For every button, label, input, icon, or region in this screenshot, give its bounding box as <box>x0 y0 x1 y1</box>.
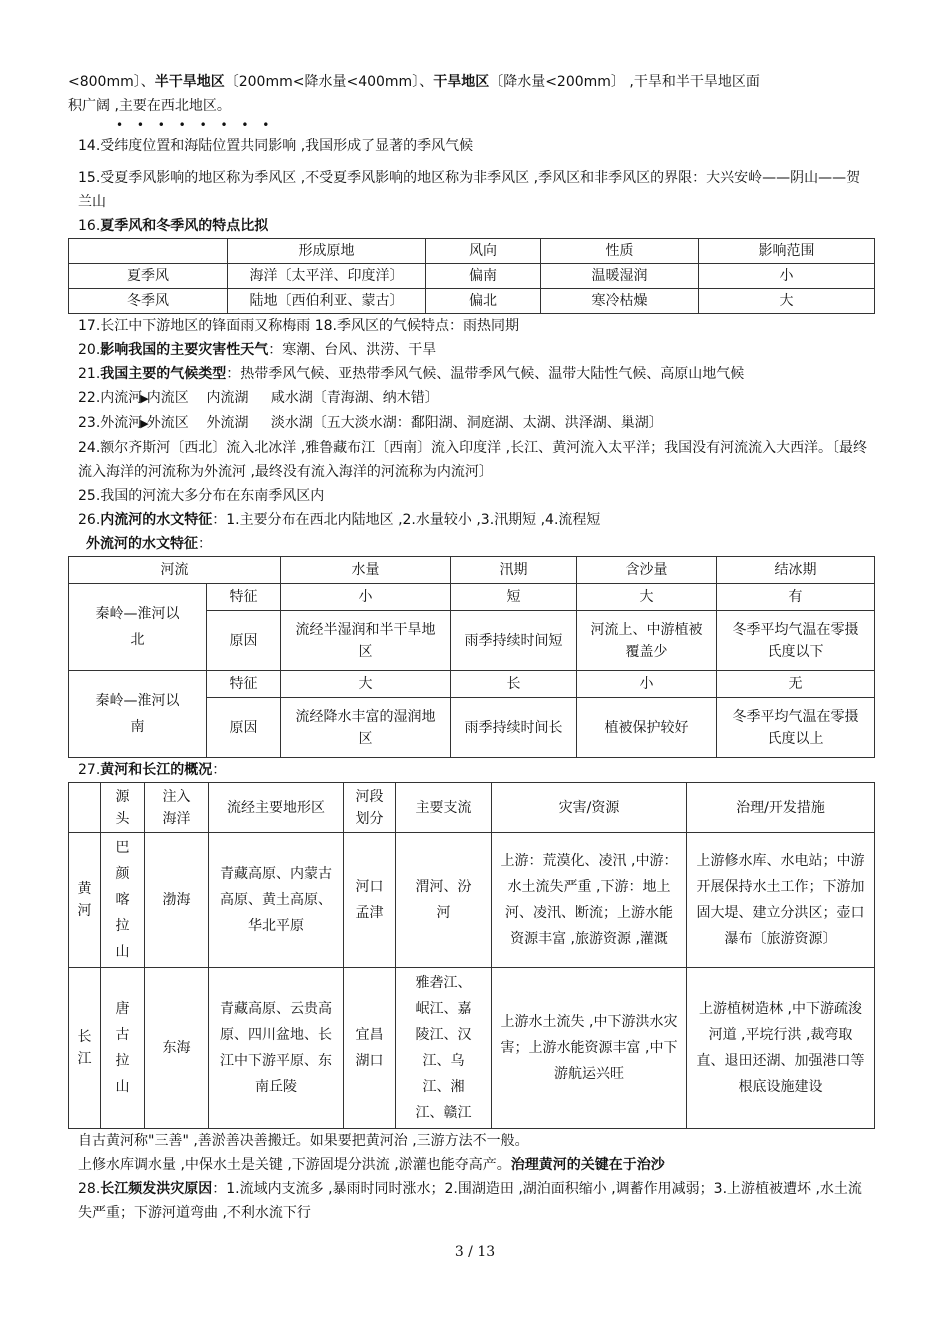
item-21 <box>68 362 874 386</box>
table-cell: 植被保护较好 <box>577 698 717 758</box>
table-cell: 大 <box>699 289 875 314</box>
table-header-row <box>69 783 875 833</box>
yellow-yangtze-table <box>68 782 875 1129</box>
page-number: 3 / 13 <box>454 1244 496 1260</box>
table-row <box>69 968 875 1129</box>
table-row <box>69 289 875 314</box>
table-header: 灾害/资源 <box>492 783 687 833</box>
table-cell: 冬季平均气温在零摄氏度以下 <box>717 611 875 671</box>
item-number: 26. <box>78 512 101 528</box>
table-cell: 原因 <box>207 611 281 671</box>
table-cell: 流经半湿润和半干旱地区 <box>281 611 451 671</box>
item-text: 内流湖 <box>206 390 249 406</box>
item-number: 27. <box>78 762 101 778</box>
item-24: 24.额尔齐斯河〔西北〕流入北冰洋 ,雅鲁藏布江〔西南〕流入印度洋 ,长江、黄河流入太平洋；我国没有河流流入大西洋。〔最终流入海洋的河流称为外流河 ,最终没有流入海洋的河流称为内流河〕 <box>78 440 868 480</box>
item-text: 咸水湖〔青海湖、纳木错〕 <box>270 390 439 406</box>
table-cell: 青藏高原、内蒙古高原、黄土高原、华北平原 <box>209 833 344 968</box>
item-title: 内流河的水文特征 <box>100 512 213 528</box>
table-header: 形成原地 <box>228 239 426 264</box>
text: 上修水库调水量 ,中保水土是关键 ,下游固堤分洪流 ,淤灌也能夺高产。 <box>78 1157 511 1173</box>
item-text: 外流区 <box>146 415 189 431</box>
table-header: 汛期 <box>451 557 577 584</box>
table-cell: 特征 <box>207 584 281 611</box>
text: <800mm〕、 <box>68 74 155 90</box>
table-cell: 大 <box>577 584 717 611</box>
table-cell: 上游植树造林 ,中下游疏浚河道 ,平垸行洪 ,裁弯取直、退田还湖、加强港口等根底设施建设 <box>687 968 875 1129</box>
table-cell: 无 <box>717 671 875 698</box>
table-header: 流经主要地形区 <box>209 783 344 833</box>
arrow-icon: ▶ <box>140 392 149 405</box>
term-arid: 干旱地区 <box>433 74 490 90</box>
text: ： <box>198 536 212 552</box>
table-cell: 流经降水丰富的湿润地区 <box>281 698 451 758</box>
table-cell: 有 <box>717 584 875 611</box>
emphasis-dots: • • • • • • • • <box>116 118 275 132</box>
table-cell: 海洋〔太平洋、印度洋〕 <box>228 264 426 289</box>
poem-line-2 <box>68 1153 874 1177</box>
table-cell: 长 <box>451 671 577 698</box>
table-row <box>69 671 875 698</box>
item-text: 22.内流河 <box>78 390 143 406</box>
table-cell: 上游：荒漠化、凌汛 ,中游：水土流失严重 ,下游：地上河、凌汛、断流；上游水能资源丰富 ,旅游资源 ,灌溉 <box>492 833 687 968</box>
table-header: 水量 <box>281 557 451 584</box>
table-cell: 偏北 <box>426 289 541 314</box>
item-title: 我国主要的气候类型 <box>100 366 227 382</box>
item-title: 夏季风和冬季风的特点比拟 <box>100 218 269 234</box>
table-header: 注入海洋 <box>145 783 209 833</box>
table-cell: 东海 <box>145 968 209 1129</box>
table-cell: 原因 <box>207 698 281 758</box>
text: 〔降水量<200mm〕 ,干旱和半干旱地区面 <box>489 74 760 90</box>
term-semiarid: 半干旱地区 <box>154 74 225 90</box>
table-header: 主要支流 <box>396 783 492 833</box>
section-title: 外流河的水文特征 <box>86 536 198 552</box>
table-cell: 夏季风 <box>69 264 228 289</box>
table-cell: 巴颜喀拉山 <box>101 833 145 968</box>
item-text: 23.外流河 <box>78 415 143 431</box>
item-23 <box>68 411 874 436</box>
table-cell: 小 <box>281 584 451 611</box>
river-name-cell: 长江 <box>69 968 101 1129</box>
table-cell: 短 <box>451 584 577 611</box>
table-cell: 特征 <box>207 671 281 698</box>
region-cell: 秦岭—淮河以南 <box>69 671 207 758</box>
table-header: 河段划分 <box>344 783 396 833</box>
river-hydrology-table <box>68 556 875 758</box>
table-cell: 大 <box>281 671 451 698</box>
table-header-row <box>69 557 875 584</box>
item-14: 14.受纬度位置和海陆位置共同影响 ,我国形成了显著的季风气候 <box>78 138 474 154</box>
item-title: 影响我国的主要灾害性天气 <box>100 342 269 358</box>
table-header: 河流 <box>69 557 281 584</box>
table-cell: 上游水土流失 ,中下游洪水灾害；上游水能资源丰富 ,中下游航运兴旺 <box>492 968 687 1129</box>
table-header: 治理/开发措施 <box>687 783 875 833</box>
item-17-18: 17.长江中下游地区的锋面雨又称梅雨 18.季风区的气候特点：雨热同期 <box>78 318 519 334</box>
text: 〔200mm<降水量<400mm〕、 <box>224 74 434 90</box>
table-header: 风向 <box>426 239 541 264</box>
table-cell: 冬季风 <box>69 289 228 314</box>
table-header <box>69 783 101 833</box>
item-22 <box>68 386 874 411</box>
item-27 <box>68 758 874 782</box>
item-text: ：1.主要分布在西北内陆地区 ,2.水量较小 ,3.汛期短 ,4.流程短 <box>212 512 601 528</box>
item-15: 15.受夏季风影响的地区称为季风区 ,不受夏季风影响的地区称为非季风区 ,季风区和非季风区的界限：大兴安岭——阴山——贺兰山 <box>78 170 861 210</box>
table-header: 含沙量 <box>577 557 717 584</box>
table-cell: 冬季平均气温在零摄氏度以上 <box>717 698 875 758</box>
table-header-row <box>69 239 875 264</box>
monsoon-table <box>68 238 875 314</box>
item-number: 16. <box>78 218 101 234</box>
table-cell: 陆地〔西伯利亚、蒙古〕 <box>228 289 426 314</box>
item-text: ：热带季风气候、亚热带季风气候、温带季风气候、温带大陆性气候、高原山地气候 <box>226 366 745 382</box>
arrow-icon: ▶ <box>140 417 149 430</box>
table-cell: 渭河、汾河 <box>396 833 492 968</box>
table-cell: 宜昌湖口 <box>344 968 396 1129</box>
table-header: 源头 <box>101 783 145 833</box>
item-title: 长江频发洪灾原因 <box>100 1181 213 1197</box>
table-cell: 偏南 <box>426 264 541 289</box>
item-28 <box>68 1177 874 1225</box>
table-row <box>69 584 875 611</box>
table-cell: 渤海 <box>145 833 209 968</box>
item-16 <box>68 214 874 238</box>
table-header: 结冰期 <box>717 557 875 584</box>
table-cell: 温暖湿润 <box>541 264 699 289</box>
region-cell: 秦岭—淮河以北 <box>69 584 207 671</box>
poem-line-1: 自古黄河称"三善" ,善淤善决善搬迁。如果要把黄河治 ,三游方法不一般。 <box>78 1133 529 1149</box>
table-header: 性质 <box>541 239 699 264</box>
table-header <box>69 239 228 264</box>
item-title: 黄河和长江的概况 <box>100 762 213 778</box>
key-point: 治理黄河的关键在于治沙 <box>510 1157 665 1173</box>
table-cell: 唐古拉山 <box>101 968 145 1129</box>
item-26 <box>68 508 874 532</box>
item-number: 28. <box>78 1181 101 1197</box>
item-number: 21. <box>78 366 101 382</box>
table-cell: 小 <box>577 671 717 698</box>
table-cell: 小 <box>699 264 875 289</box>
table-cell: 雨季持续时间长 <box>451 698 577 758</box>
table-cell: 青藏高原、云贵高原、四川盆地、长江中下游平原、东南丘陵 <box>209 968 344 1129</box>
paragraph-arid-zones <box>68 70 874 94</box>
text: ： <box>212 762 227 778</box>
outflow-heading <box>68 532 874 556</box>
item-number: 20. <box>78 342 101 358</box>
document-page <box>68 70 874 1225</box>
item-text: 外流湖 <box>206 415 249 431</box>
table-cell: 上游修水库、水电站；中游开展保持水土工作；下游加固大堤、建立分洪区；壶口瀑布〔旅游资源〕 <box>687 833 875 968</box>
paragraph-arid-zones-end: 积广阔 ,主要在西北地区。 <box>68 98 231 114</box>
item-text: ：1.流域内支流多 ,暴雨时同时涨水；2.围湖造田 ,湖泊面积缩小 ,调蓄作用减弱；3.上游植被遭坏 ,水土流失严重；下游河道弯曲 ,不利水流下行 <box>78 1181 862 1221</box>
item-20 <box>68 338 874 362</box>
table-cell: 雨季持续时间短 <box>451 611 577 671</box>
table-header: 影响范围 <box>699 239 875 264</box>
item-text: 淡水湖〔五大淡水湖：鄱阳湖、洞庭湖、太湖、洪泽湖、巢湖〕 <box>270 415 663 431</box>
table-cell: 河口孟津 <box>344 833 396 968</box>
river-name-cell: 黄河 <box>69 833 101 968</box>
table-cell: 河流上、中游植被覆盖少 <box>577 611 717 671</box>
item-text: 内流区 <box>146 390 189 406</box>
item-25: 25.我国的河流大多分布在东南季风区内 <box>78 488 325 504</box>
table-cell: 雅砻江、岷江、嘉陵江、汉江、乌江、湘江、赣江 <box>396 968 492 1129</box>
item-text: ：寒潮、台风、洪涝、干旱 <box>268 342 437 358</box>
table-row <box>69 833 875 968</box>
table-row <box>69 264 875 289</box>
table-cell: 寒冷枯燥 <box>541 289 699 314</box>
